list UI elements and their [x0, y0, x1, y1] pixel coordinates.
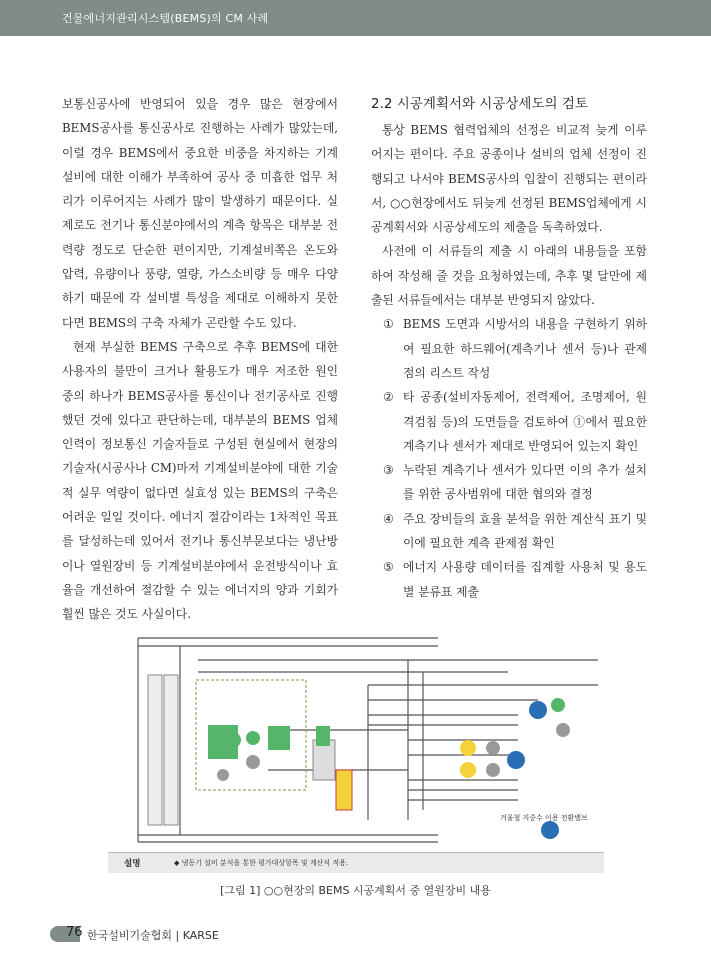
flow-meter	[460, 762, 476, 778]
page-number: 76	[66, 925, 83, 940]
power-meter	[529, 701, 547, 719]
temperature-sensor	[486, 741, 500, 755]
running-header-title: 건물에너지관리시스템(BEMS)의 CM 사례	[62, 12, 269, 25]
left-column	[62, 92, 338, 627]
temperature-sensor	[556, 723, 570, 737]
list-text: 주요 장비들의 효율 분석을 위한 계산식 표기 및 이에 필요한 계측 관제점 확인	[403, 511, 647, 551]
sensor-node	[217, 769, 229, 781]
list-item	[383, 312, 647, 385]
list-number: ③	[383, 463, 394, 478]
body-paragraph: 보통신공사에 반영되어 있을 경우 많은 현장에서 BEMS공사를 통신공사로 진행하는 사례가 많았는데, 이럴 경우 BEMS에서 중요한 비중을 차지하는 기계설비에 대한 이해가 부족하여 공사 중 미흡한 업무 처리가 이루어지는 사례가 많이 발생하기 때문이다. 실제로도 전기나 통신분야에서의 계측 항목은 대부분 전력량 정도로 단순한 편이지만, 기계설비쪽은 온도와 압력, 유량이나 풍량, 열량, 가스소비량 등 매우 다양하기 때문에 각 설비별 특성을 제대로 이해하지 못한다면 BEMS의 구축 자체가 곤란할 수도 있다.	[62, 97, 338, 330]
list-text: 누락된 계측기나 센서가 있다면 이의 추가 설치를 위한 공사범위에 대한 협의와 결정	[403, 463, 647, 502]
right-column	[371, 92, 647, 604]
figure-caption: [그림 1] ○○현장의 BEMS 시공계획서 중 열원장비 내용	[220, 884, 491, 897]
legend-label: 설명	[124, 859, 141, 869]
legend-note: ◆ 냉동기 설비 분석을 통한 평가대상항목 및 계산식 적용.	[174, 859, 349, 867]
list-item	[383, 507, 647, 556]
heat-exchanger	[336, 770, 352, 810]
temperature-sensor	[486, 763, 500, 777]
body-paragraph: 통상 BEMS 협력업체의 선정은 비교적 늦게 이루어지는 편이다. 주요 공종이나 설비의 업체 선정이 진행되고 나서야 BEMS공사의 입찰이 진행되는 편이라서, ○○현장에서도 뒤늦게 선정된 BEMS업체에게 시공계획서와 시공상세도의 제출을 독촉하였다.	[371, 123, 647, 235]
list-number: ②	[383, 390, 394, 405]
power-meter	[507, 751, 525, 769]
section-title: 2.2 시공계획서와 시공상세도의 검토	[371, 96, 588, 112]
chiller-unit-2	[268, 726, 290, 750]
storage-tank-right	[164, 675, 178, 825]
flow-meter	[460, 740, 476, 756]
list-number: ①	[383, 317, 394, 332]
control-node	[551, 698, 565, 712]
changeover-valve-icon	[541, 821, 559, 839]
list-number: ⑤	[383, 560, 394, 575]
list-item	[383, 458, 647, 507]
sensor-node	[246, 731, 260, 745]
list-item	[383, 555, 647, 604]
list-number: ④	[383, 511, 394, 526]
valve-label: 겨울철 지중수 이용 전환밸브	[500, 814, 588, 822]
body-paragraph: 현재 부실한 BEMS 구축으로 추후 BEMS에 대한 사용자의 불만이 크거나 활용도가 매우 저조한 원인 중의 하나가 BEMS공사를 통신이나 전기공사로 진행했던 것에 있다고 판단하는데, 대부분의 BEMS 업체 인력이 정보통신 기술자들로 구성된 현실에서 현장의 기술자(시공사나 CM)마저 기계설비분야에 대한 기술적 실무 역량이 없다면 실효성 있는 BEMS의 구축은 어려운 일일 것이다. 에너지 절감이라는 1차적인 목표를 달성하는데 있어서 전기나 통신부문보다는 냉난방이나 열원장비 등 기계설비분야에서 운전방식이나 효율을 개선하여 절감할 수 있는 에너지의 양과 기회가 훨씬 많은 것도 사실이다.	[62, 339, 338, 622]
sensor-node	[225, 732, 241, 748]
list-item	[383, 385, 647, 458]
list-text: BEMS 도면과 시방서의 내용을 구현하기 위하여 필요한 하드웨어(계측기나 센서 등)나 관제점의 리스트 작성	[403, 317, 647, 380]
footer-org: 한국설비기술협회 | KARSE	[87, 929, 219, 942]
heat-source-piping-diagram	[108, 630, 604, 850]
storage-tank-left	[148, 675, 162, 825]
sensor-node	[246, 755, 260, 769]
body-paragraph: 사전에 이 서류들의 제출 시 아래의 내용들을 포함하여 작성해 줄 것을 요청하였는데, 추후 몇 달만에 제출된 서류들에서는 대부분 반영되지 않았다.	[371, 244, 647, 308]
list-text: 에너지 사용량 데이터를 집계할 사용처 및 용도별 분류표 제출	[403, 560, 647, 599]
figure-legend-bar	[108, 852, 604, 873]
pump-unit	[316, 726, 330, 746]
list-text: 타 공종(설비자동제어, 전력제어, 조명제어, 원격검침 등)의 도면들을 검토하여 ①에서 필요한 계측기나 센서가 제대로 반영되어 있는지 확인	[403, 390, 647, 453]
